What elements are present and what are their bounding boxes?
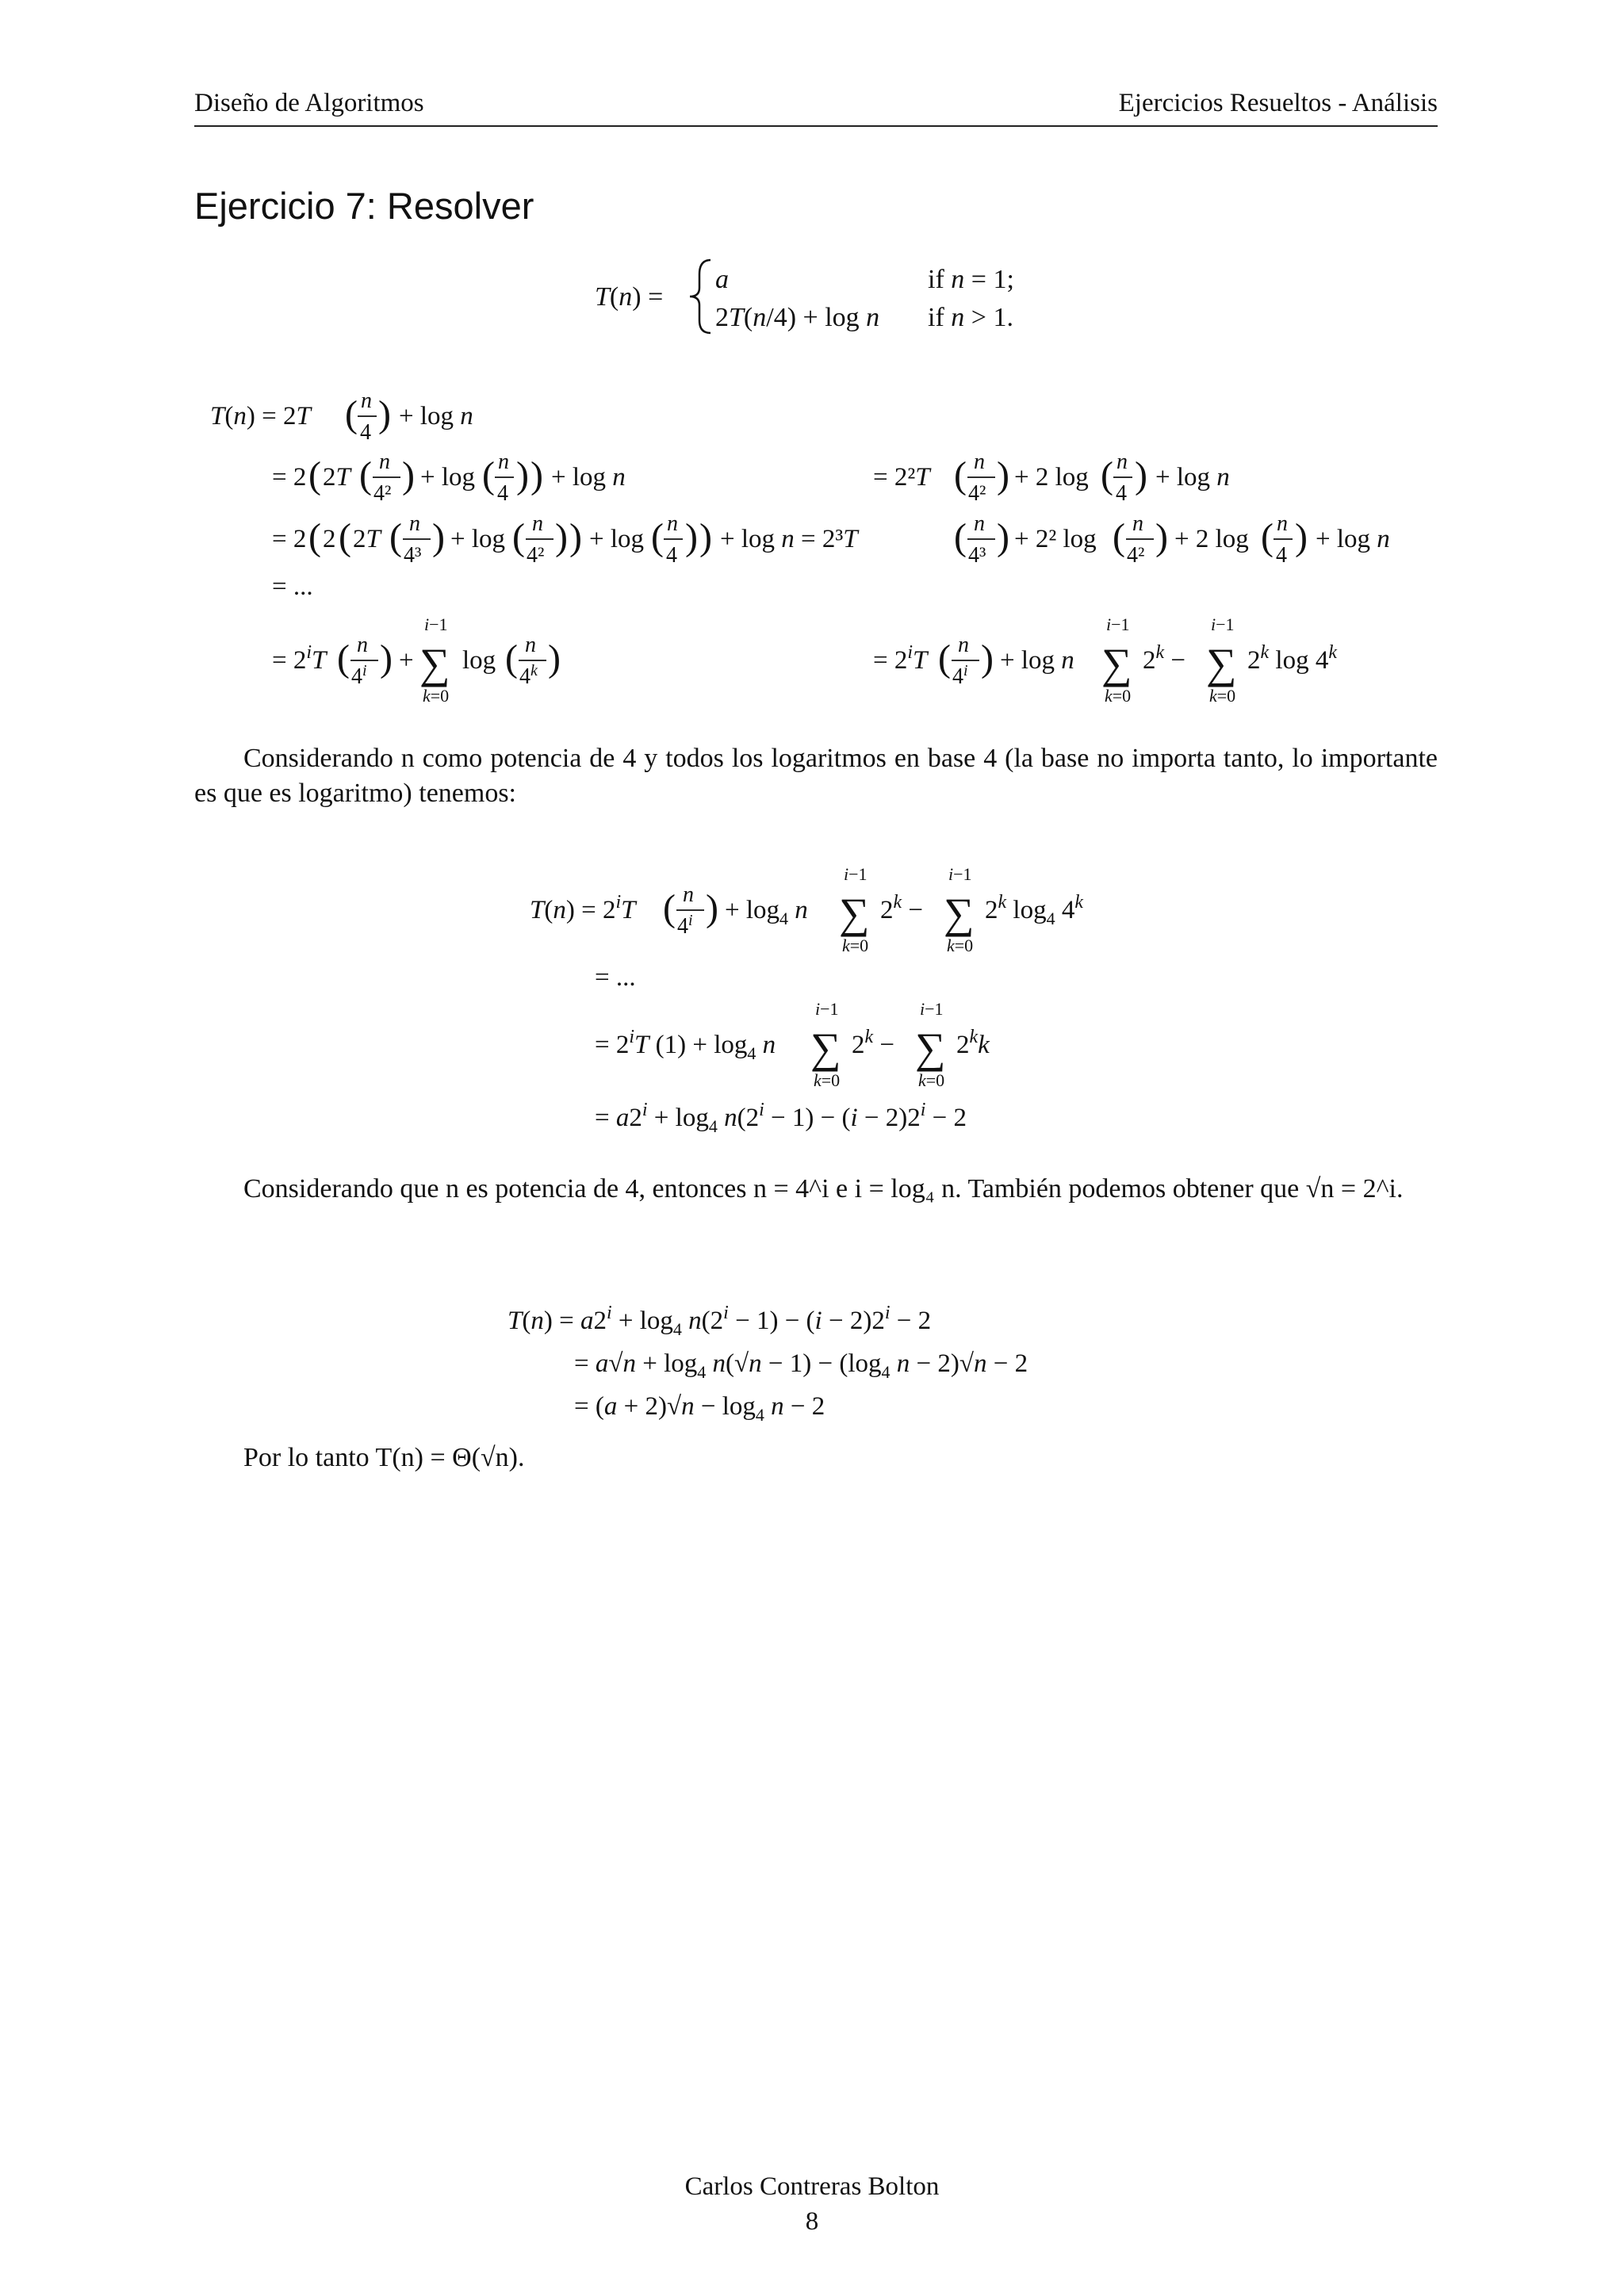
expansion-line-4 xyxy=(272,572,313,601)
final-line-2 xyxy=(574,1349,1028,1382)
svg-text:): ) xyxy=(997,516,1009,558)
svg-text:2k −: $2^k$ − xyxy=(1143,642,1186,675)
svg-text:): ) xyxy=(569,516,582,558)
svg-text:+ log n: + log n xyxy=(1155,463,1230,492)
final-equations xyxy=(508,1300,1158,1435)
svg-text:(: ( xyxy=(954,454,967,496)
svg-text:(: ( xyxy=(938,637,951,679)
svg-text:4: 4 xyxy=(1116,481,1127,506)
paragraph-power-of-4: Considerando que n es potencia de 4, entonces n = 4^i e i = log₄ n. También podemos obtener que √n = 2^i. xyxy=(243,1174,1404,1203)
svg-text:4i: 4$^i$ xyxy=(952,662,968,689)
svg-text:k=0: k=0 xyxy=(1105,686,1132,706)
svg-text:2kk: 2$^k$k xyxy=(956,1027,990,1059)
svg-text:(: ( xyxy=(339,516,351,558)
svg-text:): ) xyxy=(548,637,561,679)
svg-text:(: ( xyxy=(359,454,372,496)
svg-text:2k −: $2^k$ − xyxy=(880,892,924,924)
svg-text:n: n xyxy=(1116,450,1128,474)
svg-text:k=0: k=0 xyxy=(423,686,450,706)
svg-text:): ) xyxy=(432,516,445,558)
svg-text:(: ( xyxy=(308,516,321,558)
svg-text:= 2²T: = 2²T xyxy=(873,463,930,492)
svg-text:∑: ∑ xyxy=(810,1024,841,1072)
svg-text:+ log n: + log n xyxy=(1316,525,1390,553)
svg-text:): ) xyxy=(1295,516,1308,558)
expansion-line-3 xyxy=(272,511,1390,568)
svg-text:+ log n: + log n xyxy=(551,463,626,492)
svg-text:(: ( xyxy=(1101,454,1113,496)
paragraph-base4: Considerando n como potencia de 4 y todos los logaritmos en base 4 (la base no importa tanto, lo importante es que es logaritmo) tenemos: xyxy=(194,744,1438,808)
svg-text:∑: ∑ xyxy=(915,1024,946,1072)
recurrence-definition xyxy=(595,252,1039,339)
svg-text:+ log4 n: + $\log_4 n$ xyxy=(725,896,808,928)
svg-text:n: n xyxy=(357,633,368,657)
svg-text:2T: 2T xyxy=(353,525,381,553)
svg-text:): ) xyxy=(706,887,718,929)
svg-text:(: ( xyxy=(663,887,676,929)
svg-text:+: + xyxy=(399,646,414,675)
svg-text:= 2iT: = $2^iT$ xyxy=(873,642,928,675)
svg-text:= a2i + log4 n(2i − 1) − (i −: = $a2^i + \log_4 n(2^i - 1) - (i - 2)2^i - 2$ xyxy=(595,1100,967,1136)
conclusion: Por lo tanto T(n) = Θ(√n). xyxy=(243,1443,525,1472)
svg-text:i−1: i−1 xyxy=(1106,614,1130,634)
svg-text:n: n xyxy=(361,388,372,413)
svg-text:4k: 4$^k$ xyxy=(519,662,538,689)
svg-text:2T: 2T xyxy=(323,463,350,492)
svg-text:n: n xyxy=(974,450,985,474)
svg-text:(: ( xyxy=(1113,516,1125,558)
svg-text:4²: 4² xyxy=(968,481,986,506)
page-number: 8 xyxy=(805,2207,819,2236)
footer-author: Carlos Contreras Bolton xyxy=(684,2172,940,2201)
svg-text:): ) xyxy=(685,516,698,558)
svg-text:+ 2 log: + 2 log xyxy=(1174,525,1249,553)
svg-text:(: ( xyxy=(389,516,402,558)
running-header xyxy=(194,89,1438,127)
svg-text:i−1: i−1 xyxy=(920,999,944,1019)
svg-text:): ) xyxy=(1135,454,1147,496)
svg-text:): ) xyxy=(997,454,1009,496)
svg-text:n: n xyxy=(667,511,678,536)
svg-text:): ) xyxy=(380,637,393,679)
base4-line-4 xyxy=(595,1100,967,1136)
svg-text:): ) xyxy=(699,516,712,558)
base4-line-3 xyxy=(595,999,990,1090)
svg-text:): ) xyxy=(1155,516,1168,558)
svg-text:T(n) = a2i + log4 n(2i − 1) −: $T(n) = a2^i + \log_4 n(2^i - 1) - (i - 2)2^i - 2$ xyxy=(508,1303,932,1339)
svg-text:2k log 4k: 2$^k$ log 4$^k$ xyxy=(1247,642,1337,675)
svg-text:(: ( xyxy=(482,454,495,496)
svg-text:2k log4 4k: 2$^k$ $\log_4 4^k$ xyxy=(985,892,1083,928)
svg-text:(: ( xyxy=(1261,516,1274,558)
svg-text:4: 4 xyxy=(497,481,508,506)
svg-text:4²: 4² xyxy=(527,543,545,568)
svg-text:i−1: i−1 xyxy=(844,864,868,884)
svg-text:T(n) = 2iT: $T(n) = 2^iT$ xyxy=(530,892,636,924)
svg-text:∑: ∑ xyxy=(419,640,450,687)
svg-text:i−1: i−1 xyxy=(1211,614,1235,634)
svg-text:): ) xyxy=(378,393,391,435)
final-line-1 xyxy=(508,1303,931,1339)
svg-text:if n > 1.: if n > 1. xyxy=(928,303,1013,332)
svg-text:+ log n: + log n xyxy=(1000,646,1074,675)
svg-text:2k −: $2^k$ − xyxy=(852,1027,895,1059)
svg-text:+ log: + log xyxy=(589,525,645,553)
svg-text:∑: ∑ xyxy=(1206,640,1237,687)
svg-text:k=0: k=0 xyxy=(842,936,869,955)
svg-text:4: 4 xyxy=(360,420,371,445)
svg-text:= a√n + log4 n(√n − 1) − (log4: = $a√n + \log_4 n(√n - 1) - (\log_4$ n − 2)√n − 2 xyxy=(574,1349,1028,1382)
svg-text:4: 4 xyxy=(666,543,677,568)
svg-text:n: n xyxy=(1277,511,1288,536)
svg-text:4³: 4³ xyxy=(404,543,422,568)
base4-line-1 xyxy=(530,864,1083,955)
svg-text:= 2: = 2 xyxy=(272,463,307,492)
svg-text:n: n xyxy=(958,633,969,657)
exercise-title: Ejercicio 7: Resolver xyxy=(194,185,534,227)
svg-text:= ...: = ... xyxy=(595,963,636,992)
svg-text:(: ( xyxy=(954,516,967,558)
svg-text:(: ( xyxy=(505,637,518,679)
svg-text:k=0: k=0 xyxy=(947,936,974,955)
svg-text:= 2iT (1) + log4 n: = $2^iT$ $(1) + \log_4 n$ xyxy=(595,1027,776,1063)
svg-text:(: ( xyxy=(308,454,321,496)
svg-text:= 2iT: = $2^iT$ xyxy=(272,642,327,675)
base4-equations xyxy=(530,864,1132,1154)
svg-text:n: n xyxy=(498,450,509,474)
svg-text:): ) xyxy=(516,454,529,496)
svg-text:T(n) =: T(n) = xyxy=(595,282,664,312)
svg-text:(: ( xyxy=(651,516,664,558)
svg-text:∑: ∑ xyxy=(944,890,975,937)
svg-text:n: n xyxy=(974,511,985,536)
svg-text:n: n xyxy=(683,882,694,907)
svg-text:): ) xyxy=(402,454,415,496)
expansion-line-2 xyxy=(272,450,1230,506)
expansion-line-1 xyxy=(210,388,473,445)
svg-text:if n = 1;: if n = 1; xyxy=(928,265,1014,294)
svg-text:2T(n/4) + log n: 2T(n/4) + log n xyxy=(715,303,880,332)
svg-text:k=0: k=0 xyxy=(1209,686,1236,706)
svg-text:): ) xyxy=(530,454,543,496)
svg-text:+ log: + log xyxy=(420,463,476,492)
expansion-equations xyxy=(210,385,1447,718)
svg-text:+ 2² log: + 2² log xyxy=(1014,525,1097,553)
svg-text:T(n) = 2T: T(n) = 2T xyxy=(210,402,311,430)
expansion-line-5 xyxy=(272,614,1337,706)
svg-text:= ...: = ... xyxy=(272,572,313,601)
svg-text:n: n xyxy=(525,633,536,657)
svg-text:(: ( xyxy=(337,637,350,679)
svg-text:∑: ∑ xyxy=(1101,640,1132,687)
svg-text:+ log: + log xyxy=(450,525,506,553)
svg-text:i−1: i−1 xyxy=(424,614,448,634)
svg-text:2: 2 xyxy=(323,525,336,553)
svg-text:4: 4 xyxy=(1276,543,1287,568)
svg-text:n: n xyxy=(379,450,390,474)
svg-text:): ) xyxy=(981,637,994,679)
svg-text:= 2: = 2 xyxy=(272,525,307,553)
svg-text:∑: ∑ xyxy=(839,890,870,937)
svg-text:4²: 4² xyxy=(1127,543,1145,568)
svg-text:+ log n = 2³T: + log n = 2³T xyxy=(720,525,858,553)
svg-text:k=0: k=0 xyxy=(814,1070,841,1090)
header-right: Ejercicios Resueltos - Análisis xyxy=(1118,89,1438,117)
svg-text:4³: 4³ xyxy=(968,543,986,568)
svg-text:4i: 4$^i$ xyxy=(677,912,693,939)
base4-line-2 xyxy=(595,963,636,992)
svg-text:n: n xyxy=(1132,511,1143,536)
svg-text:4²: 4² xyxy=(373,481,392,506)
svg-text:+ log n: + log n xyxy=(399,402,473,430)
svg-text:+ 2 log: + 2 log xyxy=(1014,463,1089,492)
svg-text:): ) xyxy=(555,516,568,558)
svg-text:log: log xyxy=(462,646,496,675)
svg-text:(: ( xyxy=(345,393,358,435)
svg-text:i−1: i−1 xyxy=(948,864,972,884)
final-line-3 xyxy=(574,1392,825,1425)
svg-text:= (a + 2)√n − log4 n − 2: = $(a + 2)√n - \log_4 n - 2$ xyxy=(574,1392,825,1425)
header-left: Diseño de Algoritmos xyxy=(194,89,424,117)
svg-text:n: n xyxy=(532,511,543,536)
svg-text:i−1: i−1 xyxy=(815,999,839,1019)
svg-text:4i: 4$^i$ xyxy=(351,662,367,689)
svg-text:k=0: k=0 xyxy=(918,1070,945,1090)
svg-text:n: n xyxy=(409,511,420,536)
svg-text:a: a xyxy=(715,265,729,294)
svg-text:(: ( xyxy=(512,516,525,558)
